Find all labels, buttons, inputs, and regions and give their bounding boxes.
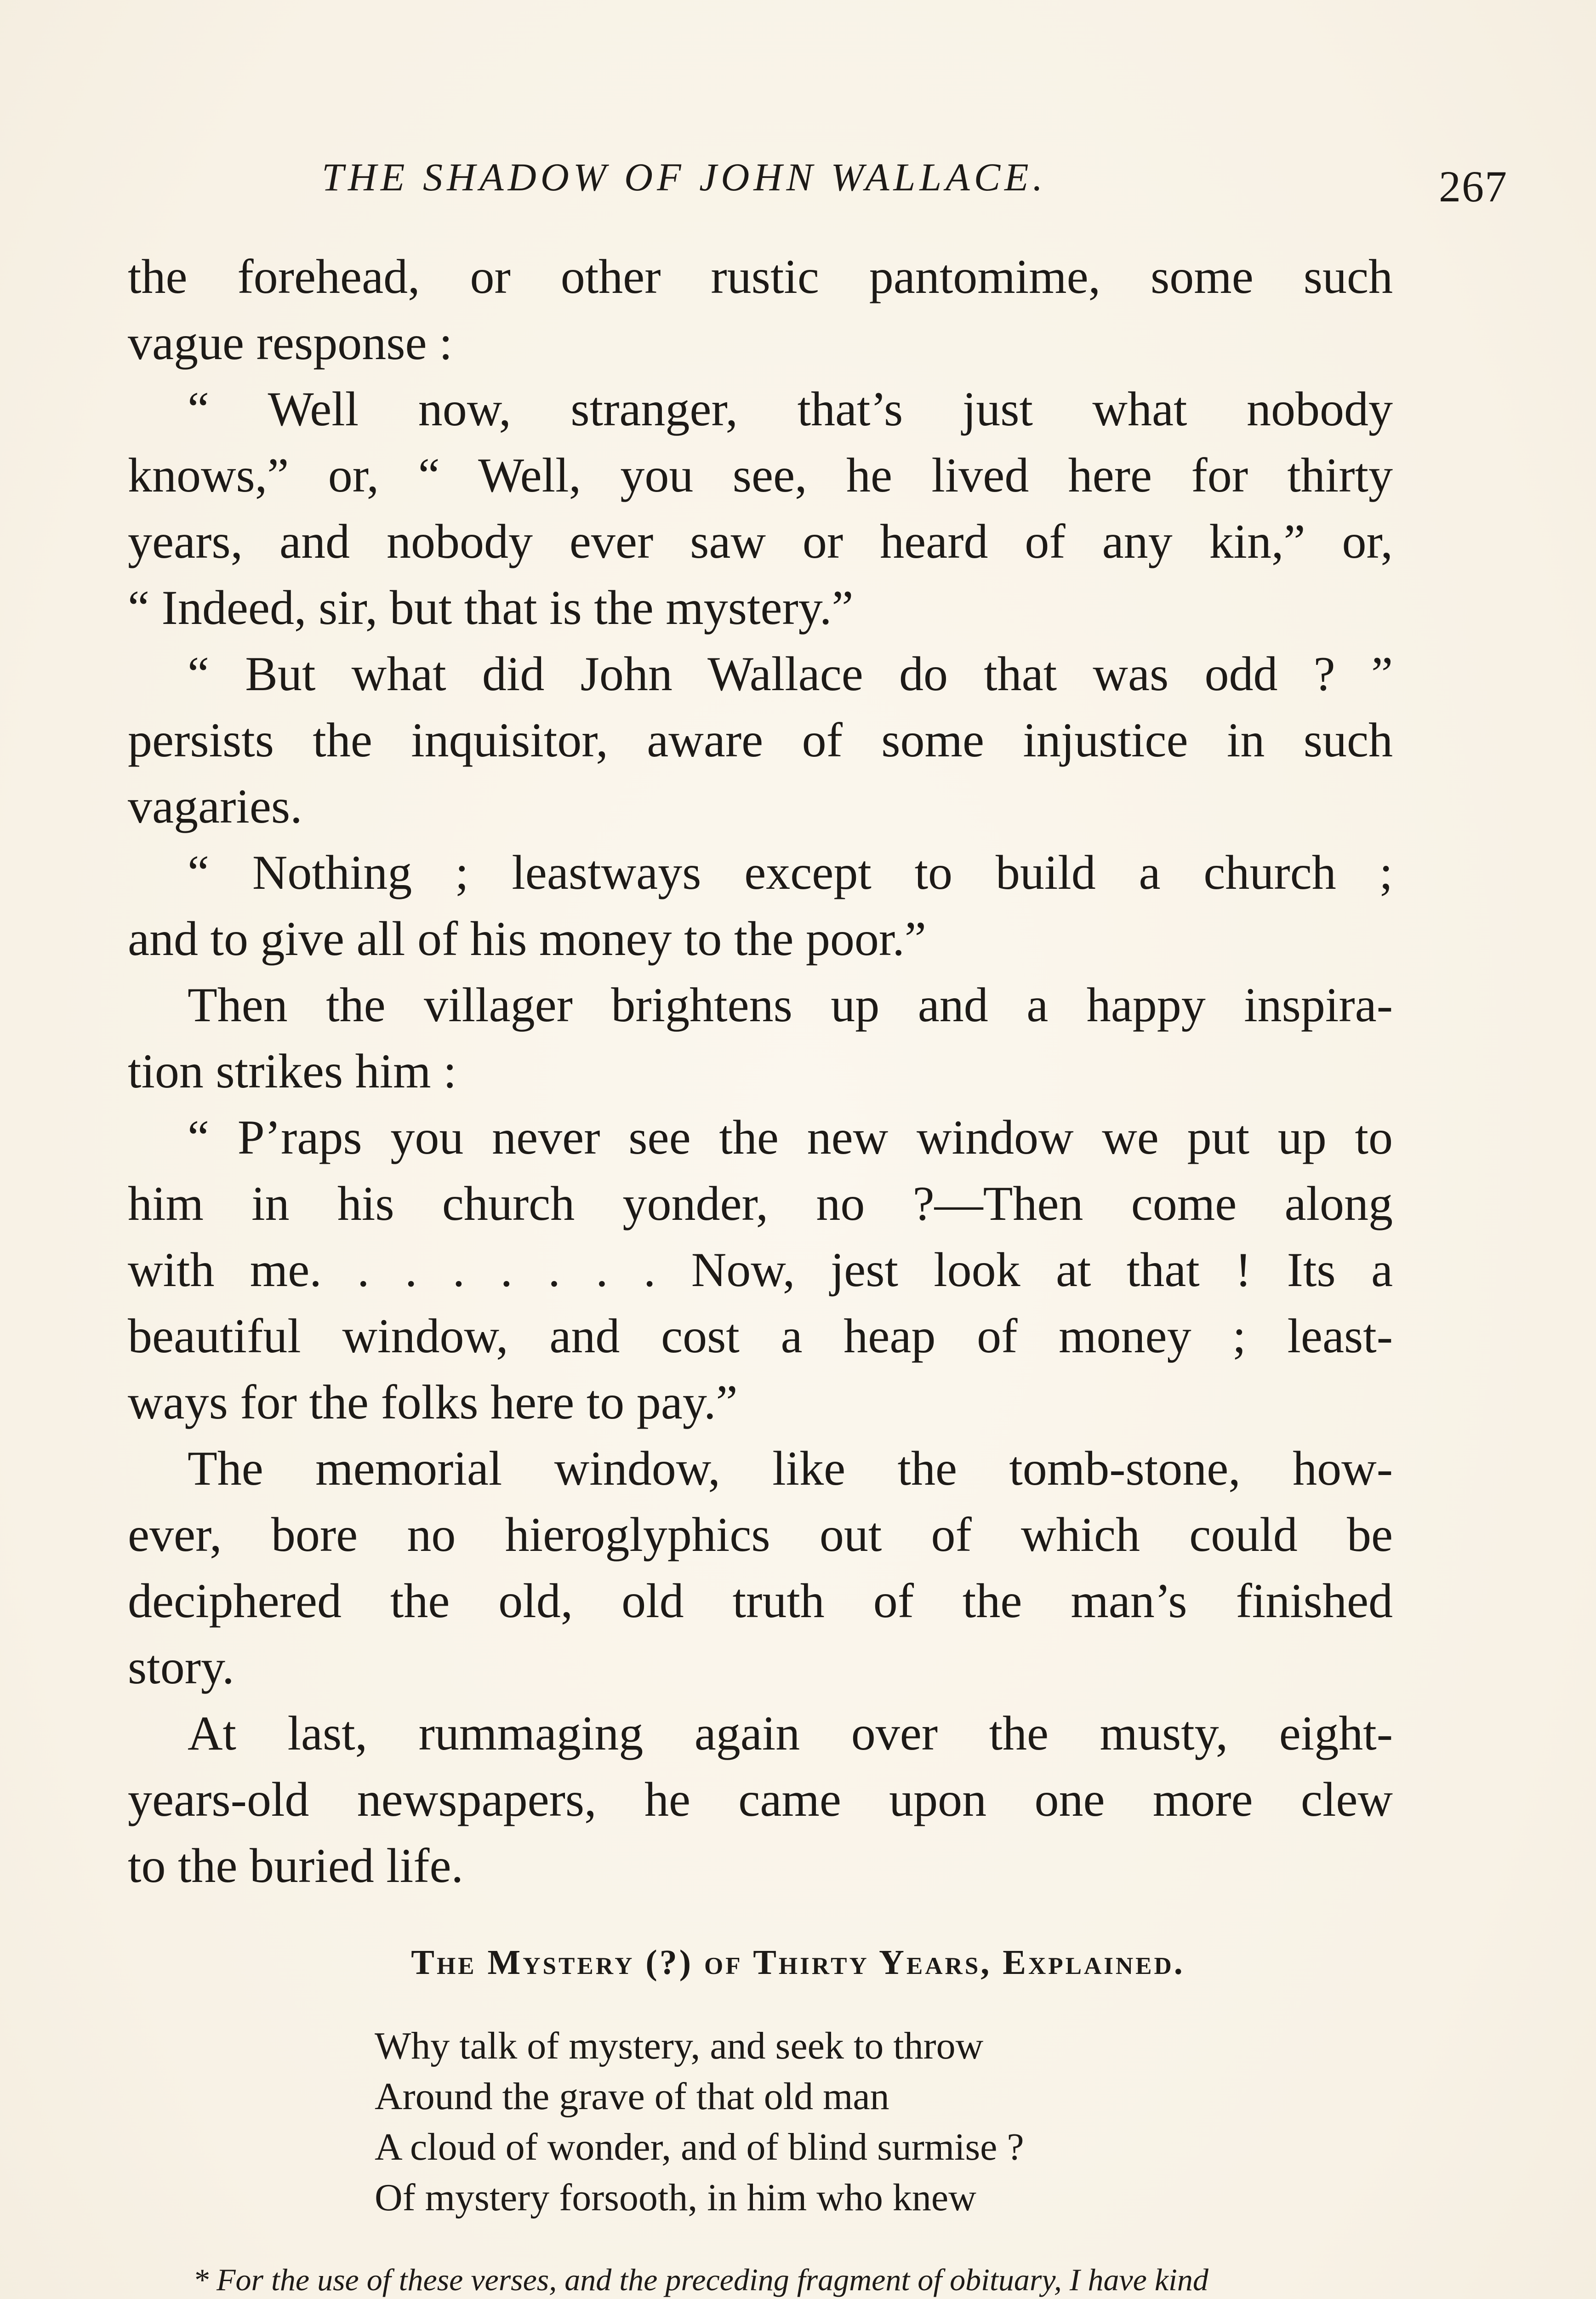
body-line: vague response : [128,316,453,370]
body-line: with me. . . . . . . . Now, jest look at that ! Its a [128,1243,1393,1297]
body-line: “ Nothing ; leastways except to build a church ; [188,846,1393,899]
footnote-line: * For the use of these verses, and the preceding fragment of obituary, I have kind [193,2262,1208,2297]
body-line: story. [128,1640,234,1694]
body-line: years, and nobody ever saw or heard of any kin,” or, [128,515,1393,568]
body-line: The memorial window, like the tomb-stone, how- [188,1441,1393,1495]
body-line: “ But what did John Wallace do that was odd ? ” [188,647,1393,701]
body-line: him in his church yonder, no ?—Then come along [128,1177,1393,1230]
body-line: to the buried life. [128,1839,463,1893]
running-head-title: THE SHADOW OF JOHN WALLACE. [322,155,1047,199]
body-line: ways for the folks here to pay.” [128,1375,738,1429]
footnote [129,2258,1411,2299]
body-line: Then the villager brightens up and a happy inspira- [188,978,1393,1032]
body-line: “ Indeed, sir, but that is the mystery.” [128,581,854,635]
body-line: persists the inquisitor, aware of some injustice in such [128,713,1393,767]
body-line: ever, bore no hieroglyphics out of which could be [128,1508,1393,1561]
body-line: “ P’raps you never see the new window we put up to [188,1110,1393,1164]
body-line: tion strikes him : [128,1044,457,1098]
running-head [322,145,1508,209]
body-line: vagaries. [128,779,302,833]
body-line: years-old newspapers, he came upon one more clew [128,1773,1393,1826]
body-line: At last, rummaging again over the musty, eight- [188,1706,1393,1760]
poem-line: A cloud of wonder, and of blind surmise ? [375,2126,1024,2168]
section-heading: The Mystery (?) of Thirty Years, Explained. [411,1943,1185,1982]
poem-line: Why talk of mystery, and seek to throw [375,2024,984,2067]
body-line: “ Well now, stranger, that’s just what nobody [188,382,1393,436]
body-line: knows,” or, “ Well, you see, he lived here for thirty [128,448,1393,502]
poem-line: Of mystery forsooth, in him who knew [375,2176,976,2219]
body-line: and to give all of his money to the poor.” [128,912,926,966]
body-line: the forehead, or other rustic pantomime, some such [128,250,1393,303]
body-line: beautiful window, and cost a heap of money ; least- [128,1309,1393,1363]
poem-line: Around the grave of that old man [375,2075,889,2118]
body-line: deciphered the old, old truth of the man’s finished [128,1574,1393,1628]
page-number: 267 [1439,162,1508,211]
